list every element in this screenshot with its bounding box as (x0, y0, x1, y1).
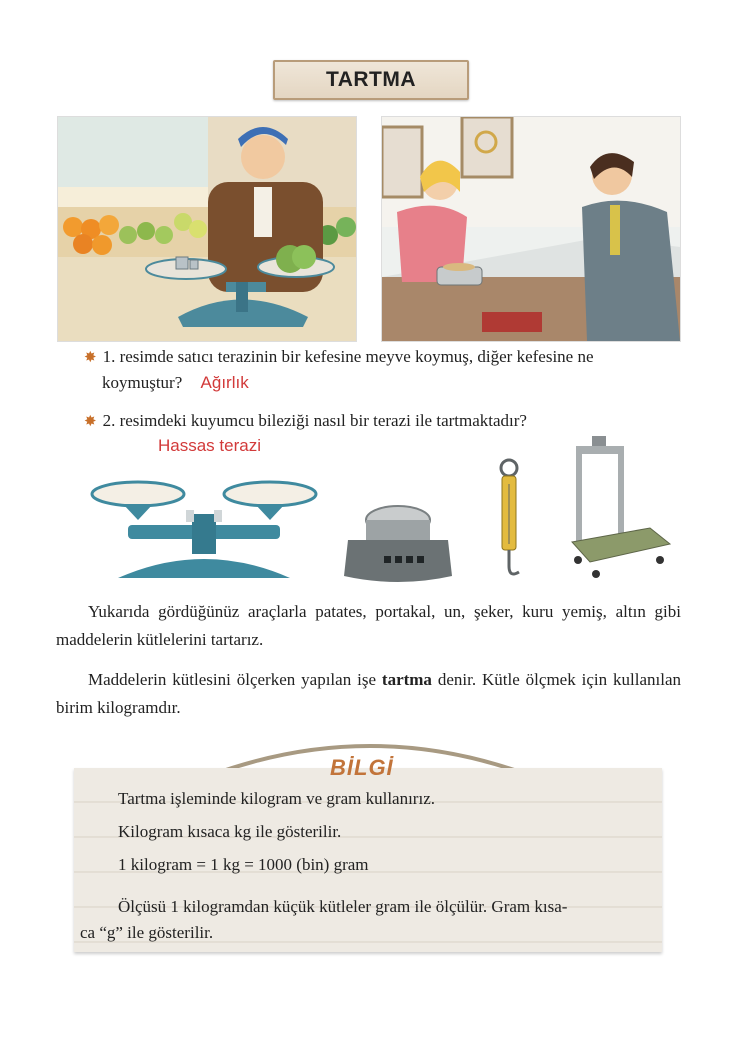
platform-scale-image (568, 432, 672, 582)
balance-scale-image (88, 470, 320, 582)
question-2 (84, 408, 527, 434)
question-2-answer: Hassas terazi (158, 436, 261, 455)
asterisk-bullet-icon: ✸ (84, 412, 97, 430)
info-line-5: ca “g” ile gösterilir. (80, 923, 214, 942)
page-title: TARTMA (325, 68, 417, 91)
question-1-continuation (102, 370, 249, 396)
info-heading: BİLGİ (330, 755, 394, 780)
question-2-text: 2. resimdeki kuyumcu bileziği nasıl bir terazi ile tartmaktadır? (102, 411, 527, 430)
question-1 (84, 344, 594, 370)
term-tartma: tartma (381, 670, 432, 689)
spring-scale-image (494, 458, 524, 584)
paragraph-tools: Yukarıda gördüğünüz araçlarla patates, portakal, un, şeker, kuru yemiş, altın gibi maddelerin kütlelerini tartarız. (56, 602, 681, 649)
greengrocer-illustration (57, 116, 357, 342)
info-line-3: 1 kilogram = 1 kg = 1000 (bin) gram (118, 855, 369, 874)
info-line-1: Tartma işleminde kilogram ve gram kullanırız. (118, 789, 435, 808)
question-1-text: 1. resimde satıcı terazinin bir kefesine meyve koymuş, diğer kefesine ne (102, 347, 594, 366)
info-line-2: Kilogram kısaca kg ile gösterilir. (118, 822, 342, 841)
asterisk-bullet-icon: ✸ (84, 348, 97, 366)
info-line-4: Ölçüsü 1 kilogramdan küçük kütleler gram ile ölçülür. Gram kısa- (118, 897, 568, 916)
title-board (273, 60, 469, 100)
question-1-answer: Ağırlık (200, 373, 249, 392)
digital-scale-image (340, 500, 456, 586)
question-1-cont-text: koymuştur? (102, 373, 183, 392)
paragraph-definition: Maddelerin kütlesini ölçerken yapılan işe tartma denir. Kütle ölçmek için kullanılan birim kilogramdır. (56, 670, 681, 717)
jeweller-illustration (381, 116, 681, 342)
